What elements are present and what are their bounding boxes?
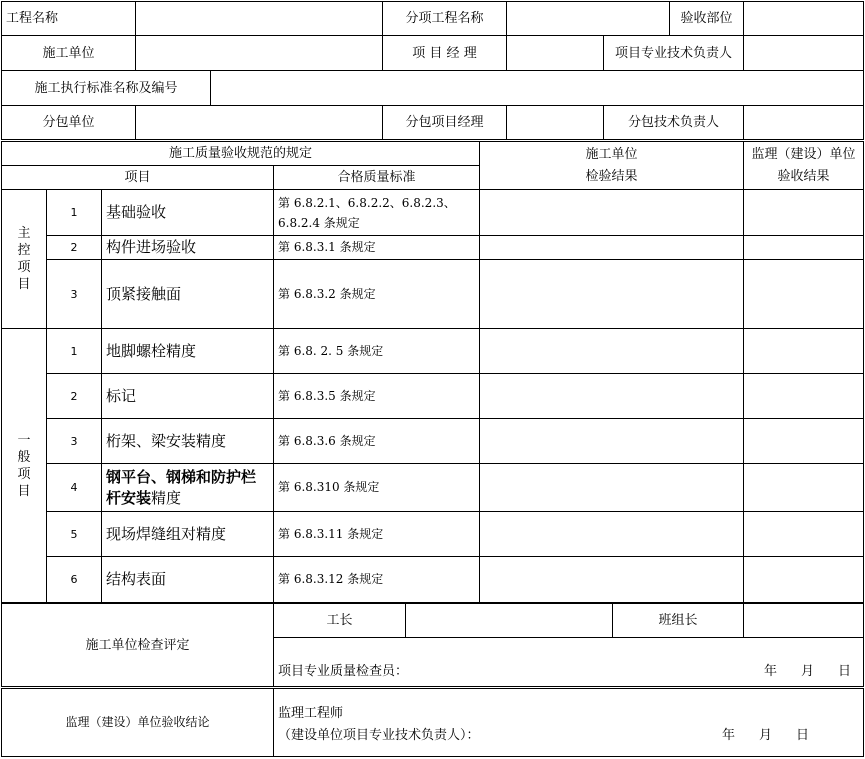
item-name: 标记 <box>102 374 274 419</box>
spec-header: 施工质量验收规范的规定 <box>2 142 480 166</box>
row-number: 2 <box>47 236 102 260</box>
subproject-name-value[interactable] <box>507 2 670 36</box>
check-section <box>1 603 864 687</box>
supervision-cell[interactable] <box>274 689 864 757</box>
construction-unit-label: 施工单位 <box>2 36 136 71</box>
acceptance-part-label: 验收部位 <box>670 2 744 36</box>
main-group-label: 主 控 项 目 <box>2 190 47 329</box>
table-row <box>2 374 864 419</box>
header-table <box>1 1 864 36</box>
inspector-date: 年 月 日 <box>763 664 851 679</box>
inspector-cell[interactable] <box>274 638 864 687</box>
supervision-section <box>1 688 864 757</box>
table-row <box>2 260 864 329</box>
supervisor-result-cell[interactable] <box>744 512 864 557</box>
inspection-table <box>1 141 864 603</box>
supervisor-result-cell[interactable] <box>744 190 864 236</box>
item-standard: 第 6.8.3.2 条规定 <box>274 260 480 329</box>
subproject-name-label: 分项工程名称 <box>383 2 507 36</box>
unit-result-cell[interactable] <box>480 329 744 374</box>
subcontractor-value[interactable] <box>136 106 383 140</box>
row-number: 3 <box>47 260 102 329</box>
unit-header-line-1: 施工单位 <box>585 146 638 162</box>
construction-unit-value[interactable] <box>136 36 383 71</box>
project-manager-value[interactable] <box>507 36 604 71</box>
item-header: 项目 <box>2 166 274 190</box>
row-number: 3 <box>47 419 102 464</box>
item-name <box>102 464 274 512</box>
table-row <box>2 464 864 512</box>
standard-header: 合格质量标准 <box>274 166 480 190</box>
unit-result-cell[interactable] <box>480 512 744 557</box>
row-number: 5 <box>47 512 102 557</box>
table-row <box>2 236 864 260</box>
unit-result-cell[interactable] <box>480 557 744 603</box>
supervisor-header-line-1: 监理（建设）单位 <box>751 146 856 162</box>
owner-label: （建设单位项目专业技术负责人）： <box>278 727 480 743</box>
item-name-rest: 精度 <box>151 488 182 507</box>
supervisor-result-cell[interactable] <box>744 419 864 464</box>
item-name: 现场焊缝组对精度 <box>102 512 274 557</box>
item-name-bold: 钢平台、钢梯和防护栏杆安装 <box>106 467 257 507</box>
tech-lead-value[interactable] <box>744 36 864 71</box>
table-row <box>2 419 864 464</box>
inspector-label: 项目专业质量检查员： <box>278 664 409 679</box>
item-standard: 第 6.8.3.11 条规定 <box>274 512 480 557</box>
item-name: 桁架、梁安装精度 <box>102 419 274 464</box>
engineer-label: 监理工程师 <box>278 705 344 721</box>
check-label: 施工单位检查评定 <box>2 604 274 687</box>
row-number: 6 <box>47 557 102 603</box>
standard-label: 施工执行标准名称及编号 <box>2 71 211 106</box>
item-standard: 第 6.8.3.1 条规定 <box>274 236 480 260</box>
supervision-label: 监理（建设）单位验收结论 <box>2 689 274 757</box>
sub-tech-lead-label: 分包技术负责人 <box>604 106 744 140</box>
tech-lead-label: 项目专业技术负责人 <box>604 36 744 71</box>
unit-result-header <box>480 142 744 190</box>
team-leader-value[interactable] <box>744 604 864 638</box>
sub-manager-label: 分包项目经理 <box>383 106 507 140</box>
unit-result-cell[interactable] <box>480 236 744 260</box>
item-name: 构件进场验收 <box>102 236 274 260</box>
header-row-4 <box>1 105 864 140</box>
unit-result-cell[interactable] <box>480 419 744 464</box>
row-number: 4 <box>47 464 102 512</box>
item-standard: 第 6.8.3.12 条规定 <box>274 557 480 603</box>
unit-result-cell[interactable] <box>480 464 744 512</box>
item-standard: 第 6.8.310 条规定 <box>274 464 480 512</box>
general-group-label: 一 般 项 目 <box>2 329 47 603</box>
foreman-value[interactable] <box>406 604 613 638</box>
project-name-value[interactable] <box>136 2 383 36</box>
row-number: 2 <box>47 374 102 419</box>
item-standard: 第 6.8.3.6 条规定 <box>274 419 480 464</box>
unit-result-cell[interactable] <box>480 374 744 419</box>
supervision-date: 年 月 日 <box>721 727 809 743</box>
item-name: 顶紧接触面 <box>102 260 274 329</box>
supervisor-result-header <box>744 142 864 190</box>
table-row <box>2 512 864 557</box>
standard-value[interactable] <box>211 71 864 106</box>
supervisor-result-cell[interactable] <box>744 329 864 374</box>
table-row <box>2 557 864 603</box>
acceptance-part-value[interactable] <box>744 2 864 36</box>
item-standard: 第 6.8.2.1、6.8.2.2、6.8.2.3、6.8.2.4 条规定 <box>274 190 480 236</box>
sub-tech-lead-value[interactable] <box>744 106 864 140</box>
supervisor-result-cell[interactable] <box>744 260 864 329</box>
unit-result-cell[interactable] <box>480 190 744 236</box>
project-name-label: 工程名称 <box>2 2 136 36</box>
item-standard: 第 6.8.3.5 条规定 <box>274 374 480 419</box>
row-number: 1 <box>47 190 102 236</box>
supervisor-result-cell[interactable] <box>744 464 864 512</box>
unit-header-line-2: 检验结果 <box>585 168 638 184</box>
table-row <box>2 329 864 374</box>
sub-manager-value[interactable] <box>507 106 604 140</box>
unit-result-cell[interactable] <box>480 260 744 329</box>
supervisor-result-cell[interactable] <box>744 374 864 419</box>
header-row-3 <box>1 70 864 106</box>
subcontractor-label: 分包单位 <box>2 106 136 140</box>
project-manager-label: 项 目 经 理 <box>383 36 507 71</box>
team-leader-label: 班组长 <box>613 604 744 638</box>
item-name: 地脚螺栓精度 <box>102 329 274 374</box>
item-standard: 第 6.8. 2. 5 条规定 <box>274 329 480 374</box>
table-row <box>2 190 864 236</box>
row-number: 1 <box>47 329 102 374</box>
item-name: 结构表面 <box>102 557 274 603</box>
header-row-2 <box>1 35 864 71</box>
item-name: 基础验收 <box>102 190 274 236</box>
supervisor-result-cell[interactable] <box>744 236 864 260</box>
foreman-label: 工长 <box>274 604 406 638</box>
supervisor-header-line-2: 验收结果 <box>777 168 830 184</box>
supervisor-result-cell[interactable] <box>744 557 864 603</box>
